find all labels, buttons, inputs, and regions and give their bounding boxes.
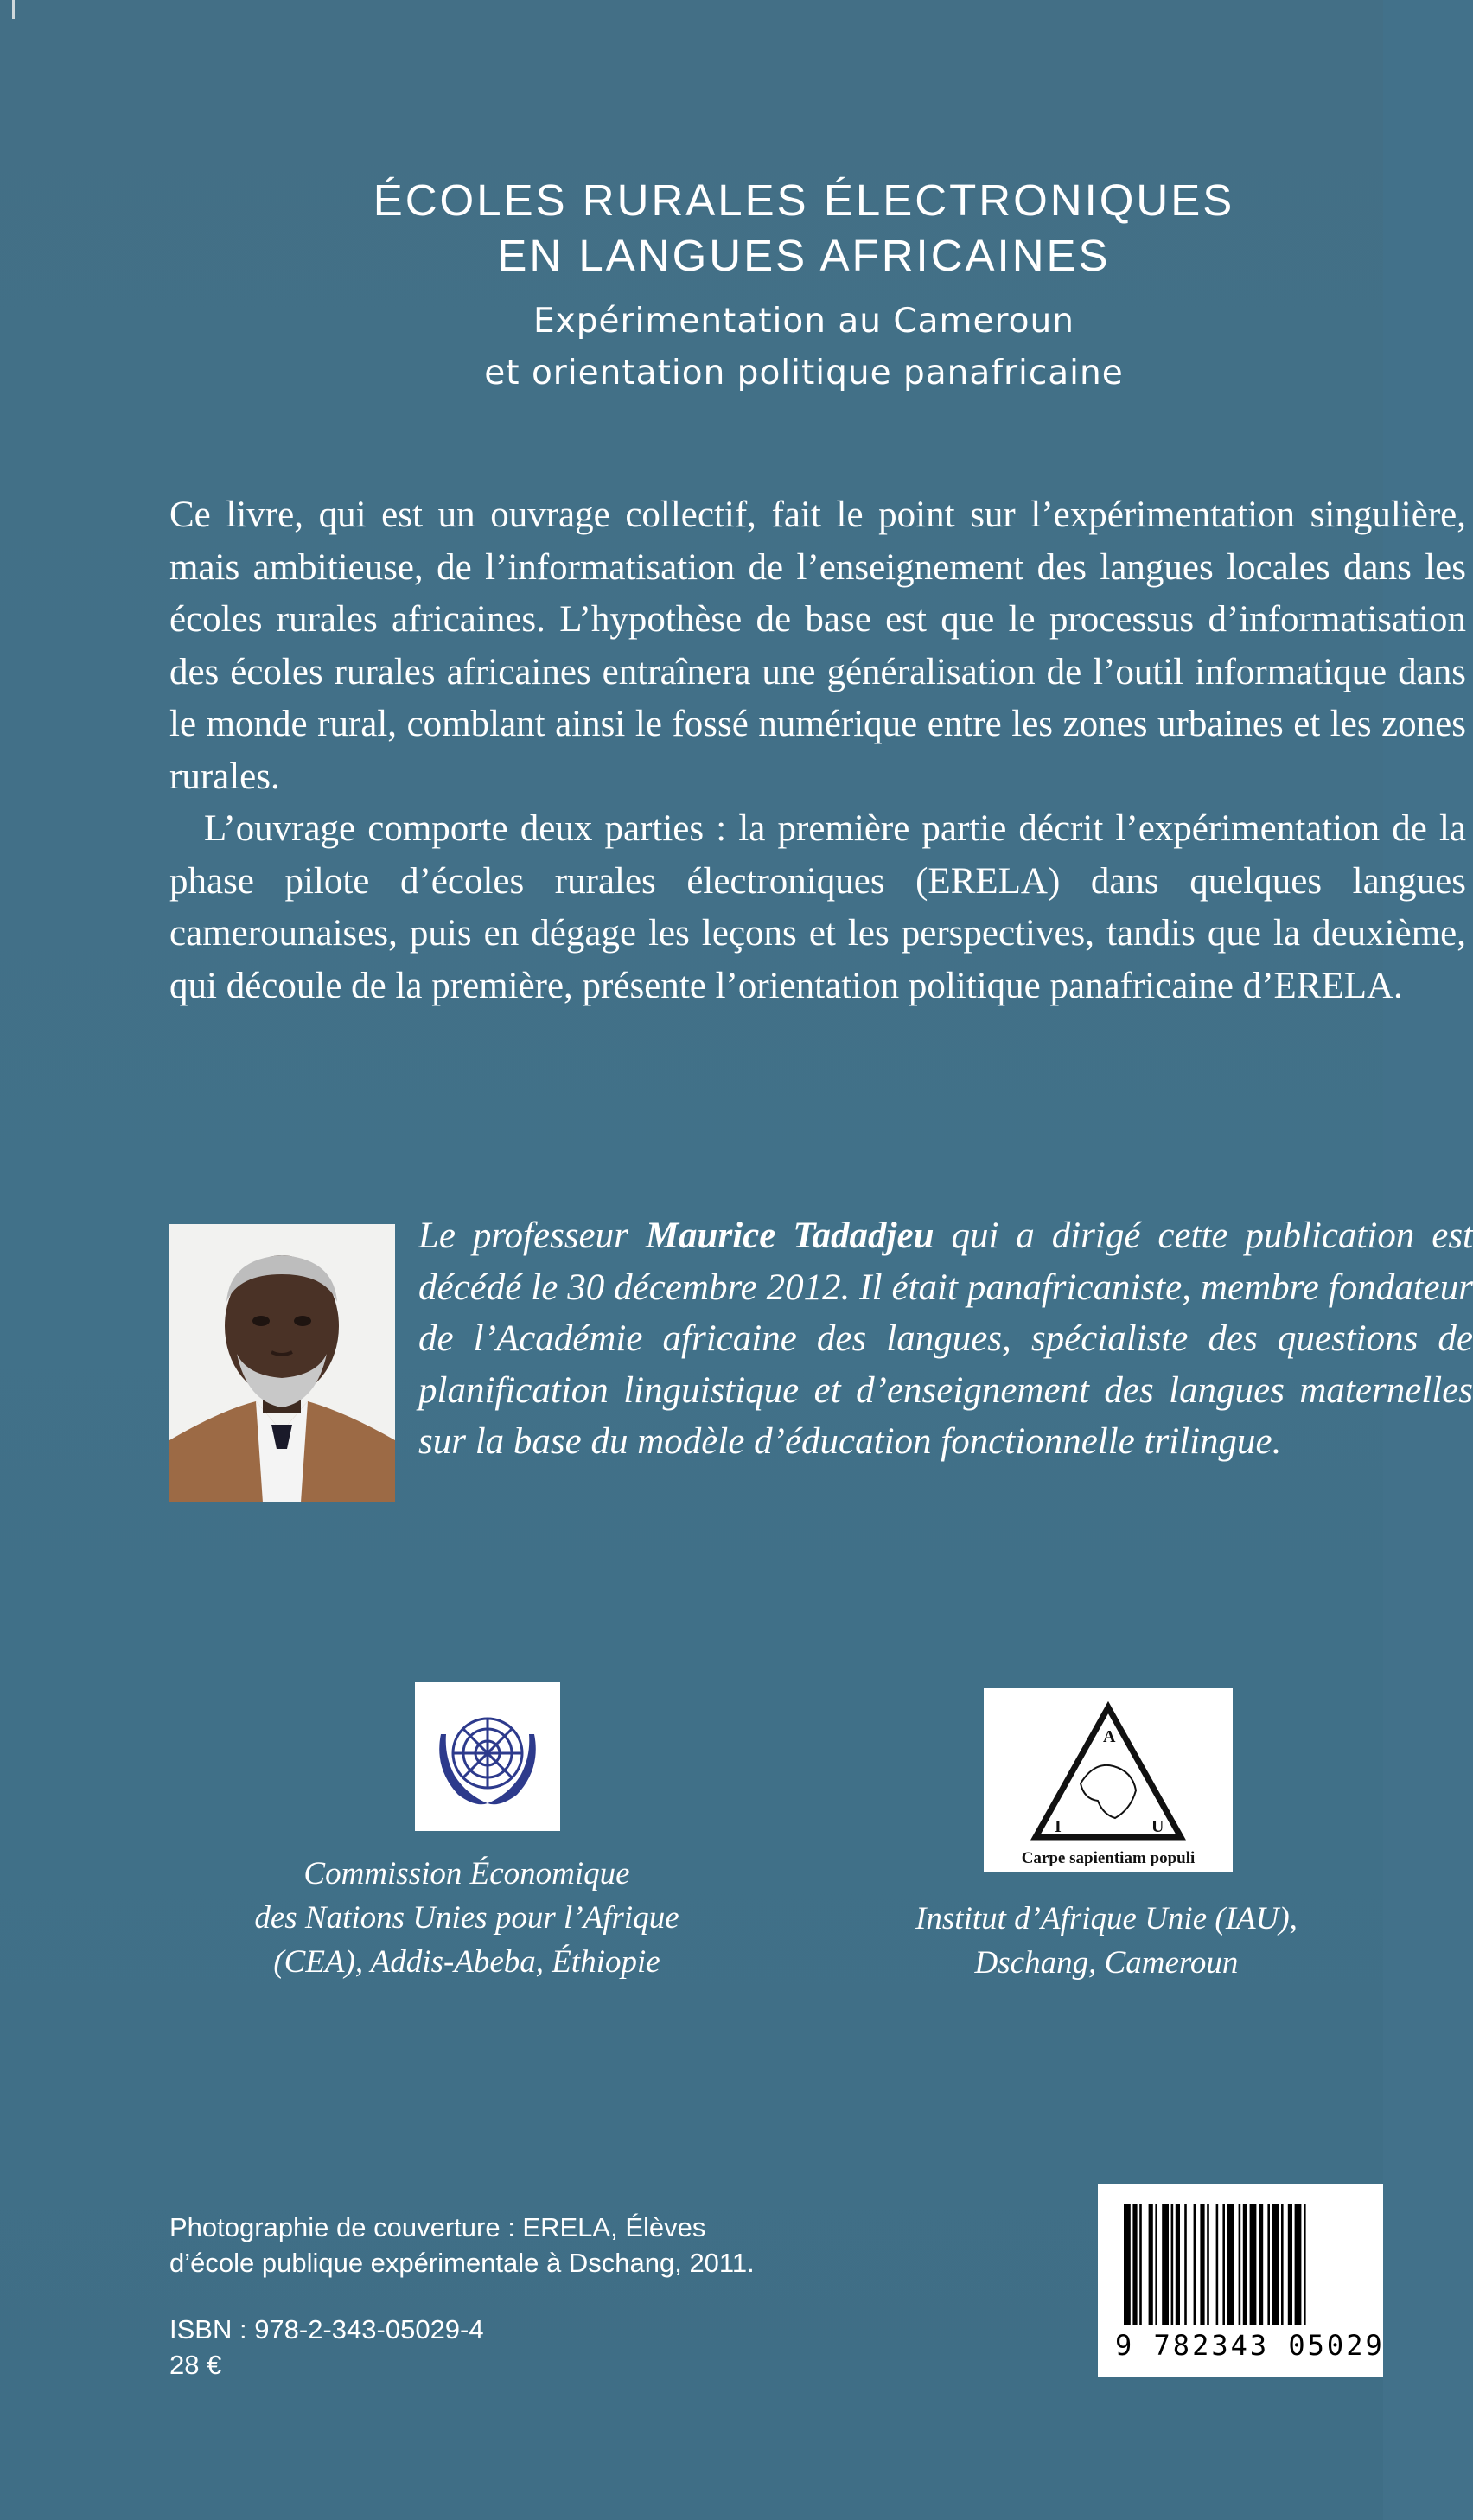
author-bio: [418, 1210, 1473, 1468]
isbn: ISBN : 978-2-343-05029-4: [169, 2314, 484, 2345]
bio-prefix: Le professeur: [418, 1215, 646, 1256]
edge-mark: [12, 0, 15, 19]
subtitle-line-2: et orientation politique panafricaine: [484, 354, 1124, 392]
cea-caption-line-2: des Nations Unies pour l’Afrique: [254, 1900, 679, 1936]
blurb-paragraph-2: L’ouvrage comporte deux parties : la première partie décrit l’expérimentation de la phase pilote d’écoles rurales électroniques (ERELA) dans quelques langues camerounaises, puis en dégage les leçons et les perspectives, tandis que la deuxième, qui découle de la première, présente l’orientation politique panafricaine d’ERELA.: [169, 808, 1466, 1006]
price: 28 €: [169, 2350, 222, 2380]
cea-caption: [207, 1852, 726, 1984]
svg-text:I: I: [1055, 1817, 1062, 1836]
iau-triangle-icon: [984, 1688, 1233, 1853]
iau-caption-line-2: Dschang, Cameroun: [974, 1945, 1239, 1981]
un-emblem-icon: [415, 1682, 560, 1831]
iau-caption-line-1: Institut d’Afrique Unie (IAU),: [915, 1901, 1298, 1936]
iau-logo: [984, 1688, 1233, 1872]
footer: [169, 2210, 947, 2383]
blurb-paragraph-1: Ce livre, qui est un ouvrage collectif, fait le point sur l’expérimentation singulière, mais ambitieuse, de l’informatisation de l’enseignement des langues locales dans les écoles rurales africaines. L’hypothèse de base est que le processus d’informatisation des écoles rurales africaines entraînera une généralisation de l’outil informatique dans le monde rural, comblant ainsi le fossé numérique entre les zones urbaines et les zones rurales.: [169, 494, 1466, 797]
iau-caption: [864, 1897, 1349, 1985]
svg-text:U: U: [1151, 1817, 1164, 1836]
author-photo: [169, 1224, 395, 1502]
cea-caption-line-1: Commission Économique: [303, 1856, 630, 1892]
svg-text:A: A: [1103, 1727, 1116, 1746]
un-emblem-logo: [415, 1682, 560, 1831]
subtitle-line-1: Expérimentation au Cameroun: [533, 302, 1074, 341]
author-portrait-image: [169, 1224, 395, 1502]
title-block: [328, 173, 1279, 399]
barcode: [1098, 2184, 1383, 2377]
barcode-digits: 9 782343 05029: [1115, 2329, 1385, 2362]
cea-caption-line-3: (CEA), Addis-Abeba, Éthiopie: [273, 1944, 660, 1980]
barcode-bars-icon: [1098, 2184, 1383, 2331]
iau-motto: Carpe sapientiam populi: [1021, 1849, 1196, 1867]
subtitle: [328, 296, 1279, 399]
bio-text: qui a dirigé cette publication est décédé le 30 décembre 2012. Il était panafricaniste, membre fondateur de l’Académie africaine des langues, spécialiste des questions de planification linguistique et d’enseignement des langues maternelles sur la base du modèle d’éducation fonctionnelle trilingue.: [418, 1215, 1473, 1462]
author-name: Maurice Tadadjeu: [645, 1215, 934, 1256]
photo-credit-line-1: Photographie de couverture : ERELA, Élèves: [169, 2212, 706, 2242]
title-line-1: ÉCOLES RURALES ÉLECTRONIQUES: [373, 175, 1235, 225]
title-line-2: EN LANGUES AFRICAINES: [497, 231, 1111, 280]
blurb: [169, 489, 1466, 1012]
photo-credit-line-2: d’école publique expérimentale à Dschang, 2011.: [169, 2248, 755, 2278]
